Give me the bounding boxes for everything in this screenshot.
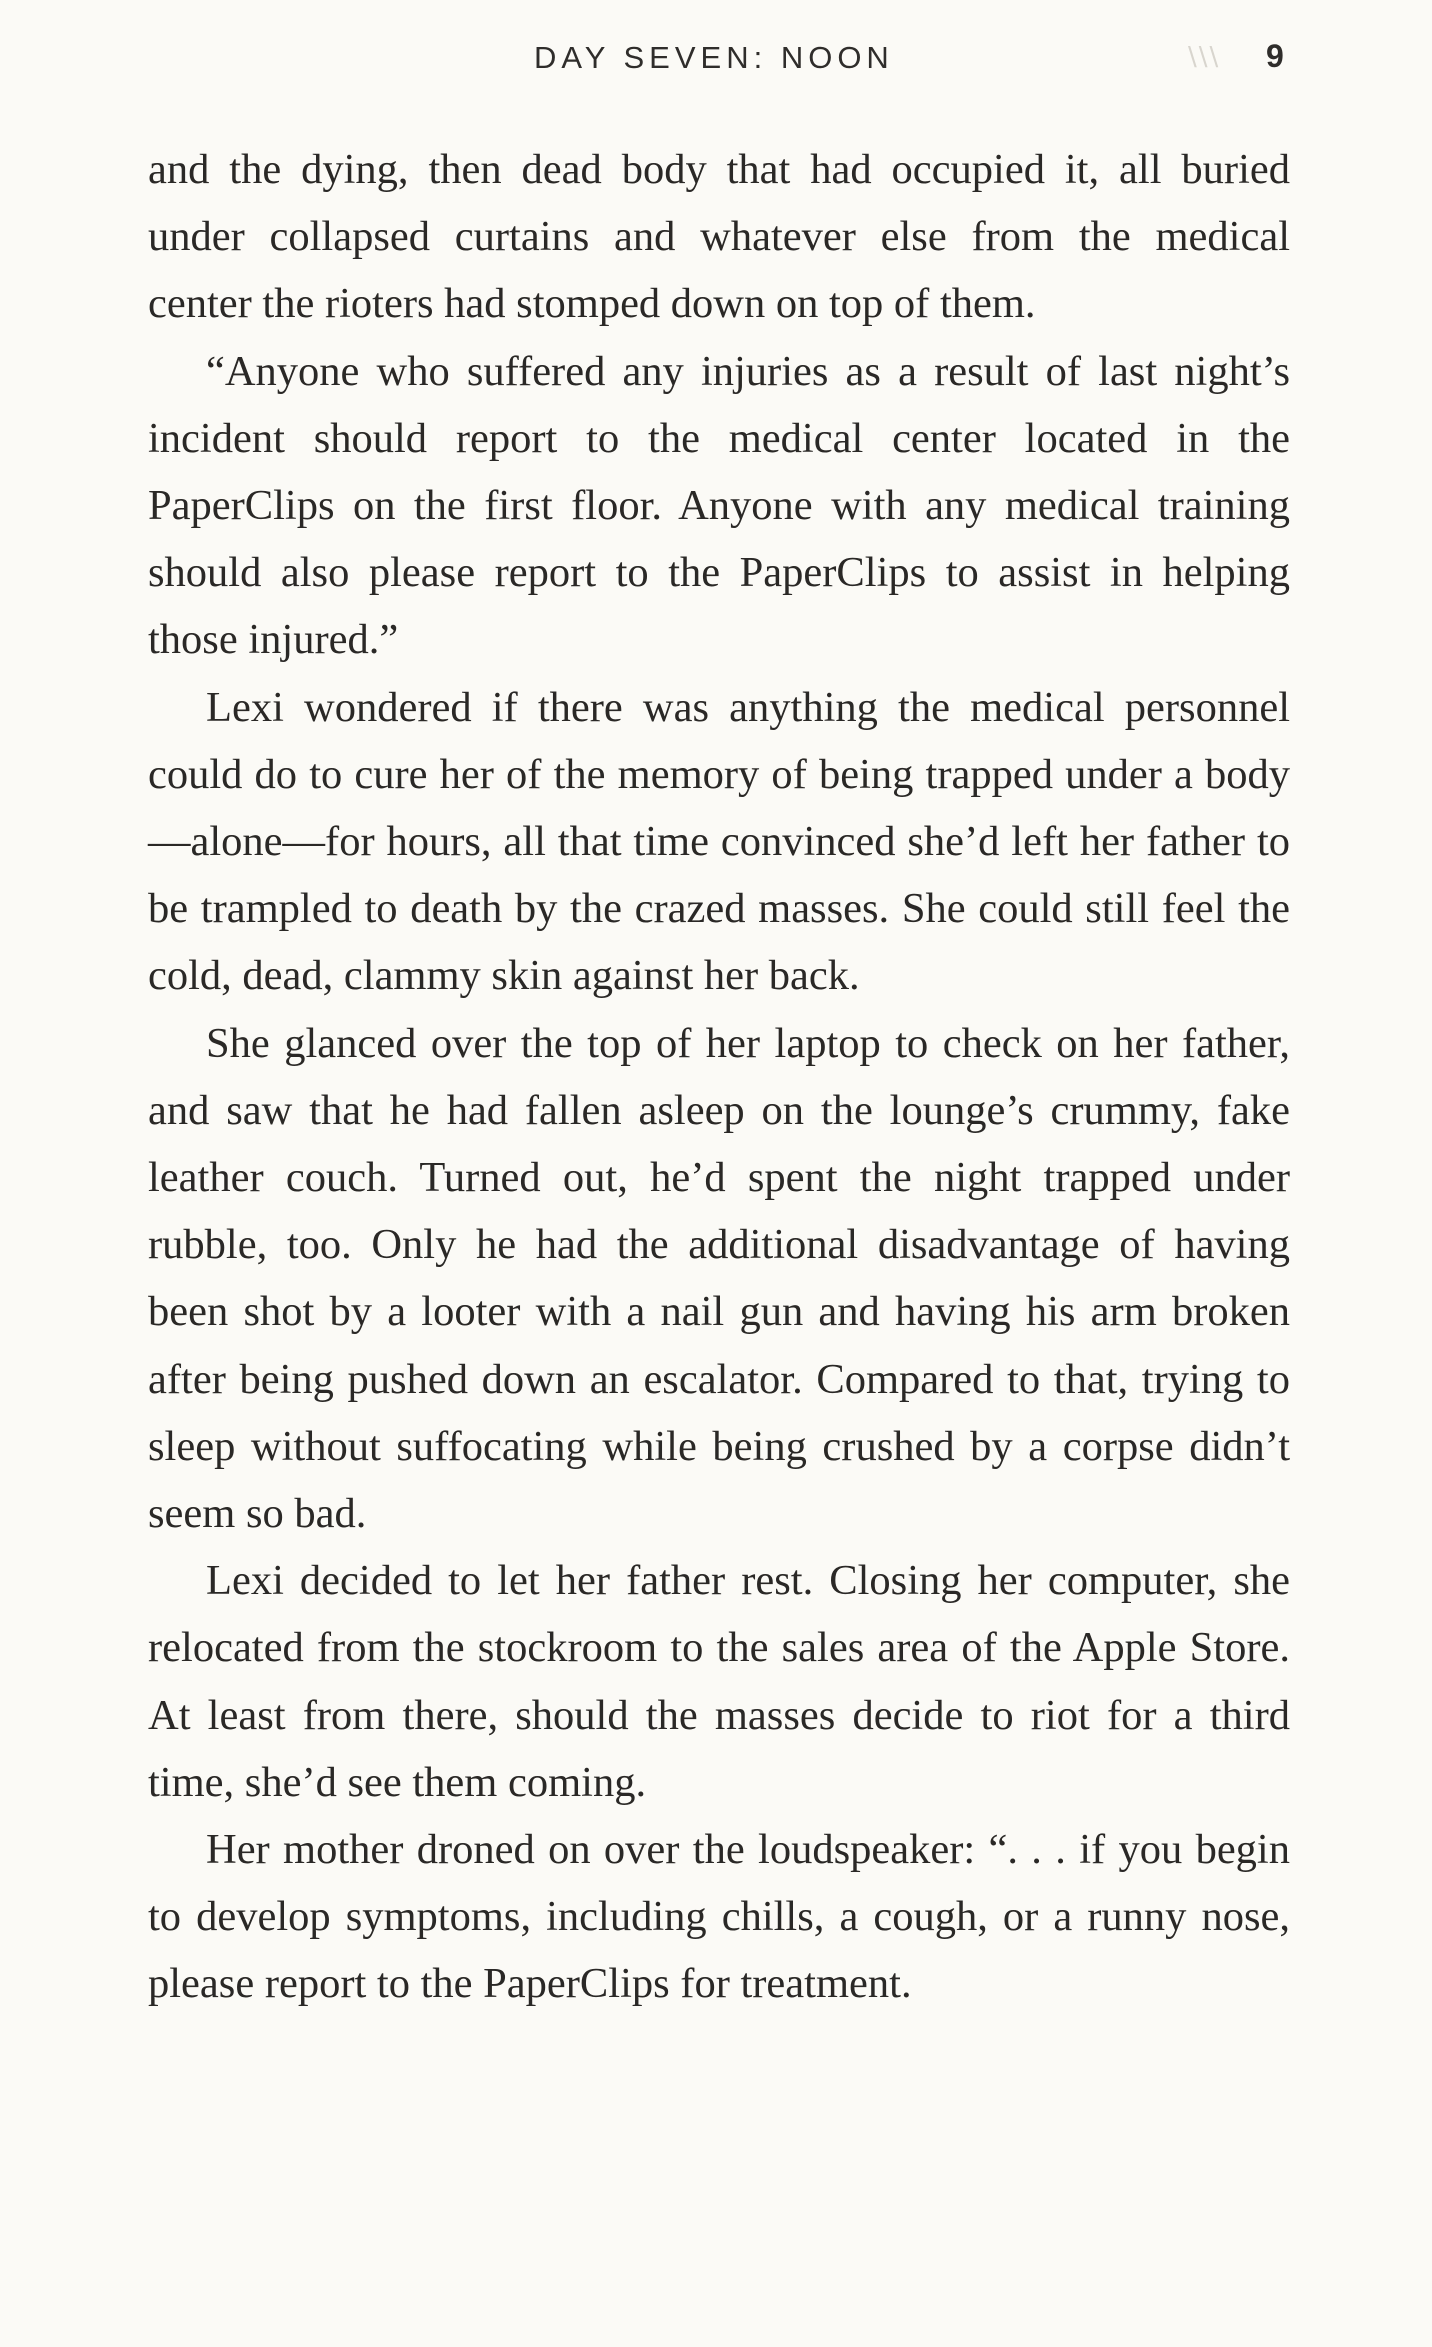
paragraph-5: Lexi decided to let her father rest. Closing her computer, she relocated from the stockroom to the sales area of the Apple Store. At least from there, should the masses decide to riot for a third time, she’d see them coming.: [148, 1557, 1290, 1806]
paragraph-3: Lexi wondered if there was anything the medical personnel could do to cure her of the memory of being trapped under a body—alone—for hours, all that time convinced she’d left her father to be trampled to death by the crazed masses. She could still feel the cold, dead, clammy skin against her back.: [148, 683, 1290, 1000]
paragraph-4: She glanced over the top of her laptop to check on her father, and saw that he had fallen asleep on the lounge’s crummy, fake leather couch. Turned out, he’d spent the night trapped under rubble, too. Only he had the additional disadvantage of having been shot by a looter with a nail gun and having his arm broken after being pushed down an escalator. Compared to that, trying to sleep without suffocating while being crushed by a corpse didn’t seem so bad.: [148, 1019, 1290, 1538]
running-header: [0, 36, 1432, 86]
decorative-slash-marks: \\\: [1188, 42, 1221, 72]
paragraph-6: Her mother droned on over the loudspeaker: “. . . if you begin to develop symptoms, including chills, a cough, or a runny nose, please report to the PaperClips for treatment.: [148, 1826, 1290, 2008]
page-number: 9: [1266, 38, 1284, 74]
running-title: DAY SEVEN: NOON: [534, 40, 894, 75]
paragraph-1: and the dying, then dead body that had occupied it, all buried under collapsed curtains and whatever else from the medical center the rioters had stomped down on top of them.: [148, 146, 1290, 328]
body-text: [148, 136, 1290, 2018]
paragraph-2: “Anyone who suffered any injuries as a result of last night’s incident should report to the medical center located in the PaperClips on the first floor. Anyone with any medical training should also please report to the PaperClips to assist in helping those injured.”: [148, 347, 1290, 664]
